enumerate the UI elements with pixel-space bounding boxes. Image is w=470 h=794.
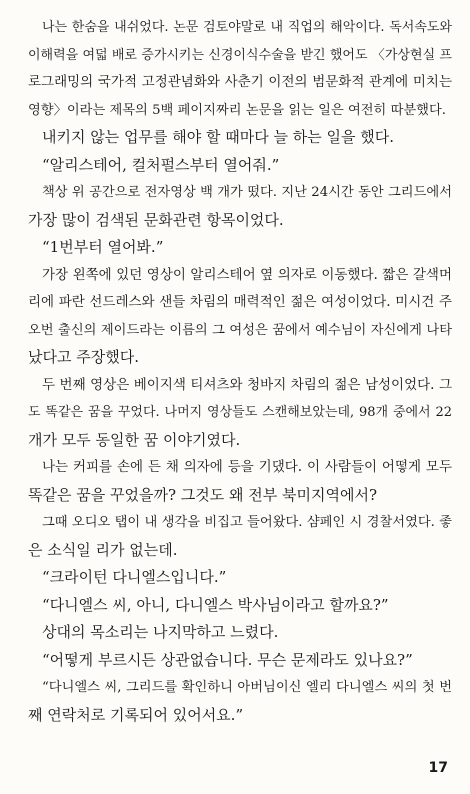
text-line: “1번부터 열어봐.”: [42, 238, 164, 256]
page-number: 17: [428, 760, 448, 776]
text-line: 은 소식일 리가 없는데.: [28, 540, 178, 559]
body-text: [28, 14, 452, 729]
text-line: 나는 한숨을 내쉬었다. 논문 검토야말로 내 직업의 해악이다. 독서속도와: [42, 20, 452, 35]
text-line: 나는 커피를 손에 든 채 의자에 등을 기댔다. 이 사람들이 어떻게 모두: [42, 459, 452, 475]
text-line: 책상 위 공간으로 전자영상 백 개가 떴다. 지난 24시간 동안 그리드에서: [42, 185, 452, 200]
text-line: 똑같은 꿈을 꾸었을까? 그것도 왜 전부 북미지역에서?: [28, 485, 377, 504]
text-line: 리에 파란 선드레스와 샌들 차림의 매력적인 젊은 여성이었다. 미시건 주: [28, 294, 452, 310]
text-line: “알리스테어, 컬처펄스부터 열어줘.”: [42, 155, 280, 174]
text-line: 났다고 주장했다.: [28, 348, 139, 366]
paragraph: [28, 647, 452, 675]
paragraph: [28, 564, 452, 592]
text-line: 내키지 않는 업무를 해야 할 때마다 늘 하는 일을 했다.: [42, 128, 394, 146]
paragraph: [28, 262, 452, 372]
text-line: “다니엘스 씨, 그리드를 확인하니 아버님이신 엘리 다니엘스 씨의 첫 번: [42, 680, 452, 695]
paragraph: [28, 179, 452, 234]
paragraph: [28, 619, 452, 647]
text-line: 두 번째 영상은 베이지색 티셔츠와 청바지 차림의 젊은 남성이었다. 그: [42, 376, 452, 393]
text-line: 영향〉이라는 제목의 5백 페이지짜리 논문을 읽는 일은 여전히 따분했다.: [28, 102, 446, 118]
text-line: 오번 출신의 제이드라는 이름의 그 여성은 꿈에서 예수님이 자신에게 나타: [28, 322, 452, 338]
text-line: 가장 많이 검색된 문화관련 항목이었다.: [28, 210, 284, 229]
paragraph: [28, 14, 452, 124]
text-line: 그때 오디오 탭이 내 생각을 비집고 들어왔다. 샴페인 시 경찰서였다. 좋: [42, 515, 452, 530]
text-line: 째 연락처로 기록되어 있어서요.”: [28, 705, 244, 724]
text-line: 개가 모두 동일한 꿈 이야기였다.: [28, 430, 241, 449]
text-line: “다니엘스 씨, 아니, 다니엘스 박사님이라고 할까요?”: [42, 595, 389, 614]
text-line: “어떻게 부르시든 상관없습니다. 무슨 문제라도 있나요?”: [42, 650, 413, 669]
paragraph: [28, 152, 452, 180]
paragraph: [28, 454, 452, 509]
text-line: 이해력을 여덟 배로 증가시키는 신경이식수술을 받긴 했어도 〈가상현실 프: [28, 47, 452, 63]
paragraph: [28, 509, 452, 564]
paragraph: [28, 234, 452, 262]
text-line: “크라이턴 다니엘스입니다.”: [42, 568, 227, 586]
text-line: 상대의 목소리는 나지막하고 느렸다.: [42, 623, 279, 641]
paragraph: [28, 124, 452, 152]
paragraph: [28, 372, 452, 455]
text-line: 가장 왼쪽에 있던 영상이 알리스테어 옆 의자로 이동했다. 짧은 갈색머: [42, 266, 452, 283]
paragraph: [28, 674, 452, 729]
paragraph: [28, 592, 452, 620]
text-line: 도 똑같은 꿈을 꾸었다. 나머지 영상들도 스캔해보았는데, 98개 중에서 22: [28, 405, 452, 420]
text-line: 로그래밍의 국가적 고정관념화와 사춘기 이전의 범문화적 관계에 미치는: [28, 74, 452, 90]
